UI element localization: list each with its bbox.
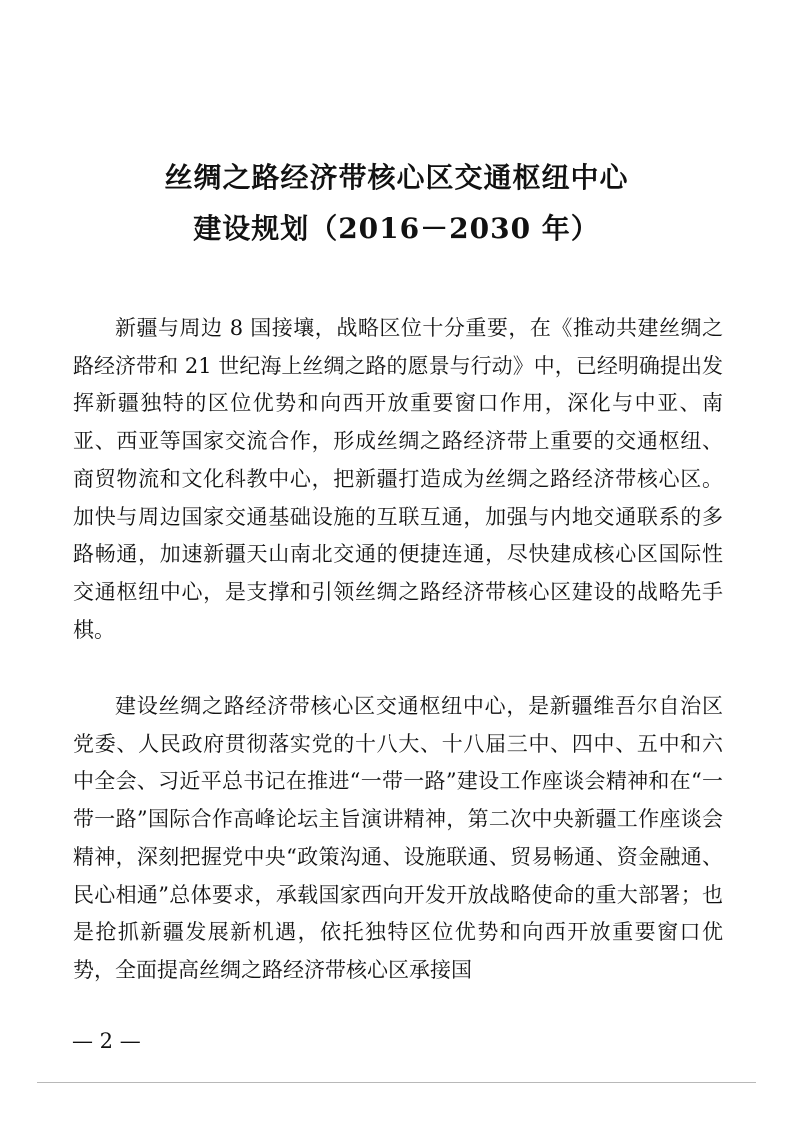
document-title-line-1: 丝绸之路经济带核心区交通枢纽中心 — [164, 161, 629, 194]
body-paragraph: 建设丝绸之路经济带核心区交通枢纽中心，是新疆维吾尔自治区党委、人民政府贯彻落实党的十八大、十八届三中、四中、五中和六中全会、习近平总书记在推进“一带一路”建设工作座谈会精神和在“一带一路”国际合作高峰论坛主旨演讲精神，第二次中央新疆工作座谈会精神，深刻把握党中央“政策沟通、设施联通、贸易畅通、资金融通、民心相通”总体要求，承载国家西向开发开放战略使命的重大部署；也是抢抓新疆发展新机遇，依托独特区位优势和向西开放重要窗口优势，全面提高丝绸之路经济带核心区承接国 — [73, 694, 723, 982]
body-paragraph: 新疆与周边 8 国接壤，战略区位十分重要，在《推动共建丝绸之路经济带和 21 世纪海上丝绸之路的愿景与行动》中，已经明确提出发挥新疆独特的区位优势和向西开放重要窗口作用，深化与中亚、南亚、西亚等国家交流合作，形成丝绸之路经济带上重要的交通枢纽、商贸物流和文化科教中心，把新疆打造成为丝绸之路经济带核心区。加快与周边国家交通基础设施的互联互通，加强与内地交通联系的多路畅通，加速新疆天山南北交通的便捷连通，尽快建成核心区国际性交通枢纽中心，是支撑和引领丝绸之路经济带核心区建设的战略先手棋。 — [73, 316, 723, 642]
body-paragraph-1-container — [73, 310, 723, 649]
body-paragraph-2-container — [73, 688, 723, 990]
document-title-line-2: 建设规划（2016－2030 年） — [193, 212, 600, 245]
footer-divider — [37, 1082, 756, 1083]
page-number: — 2 — — [72, 1029, 141, 1053]
